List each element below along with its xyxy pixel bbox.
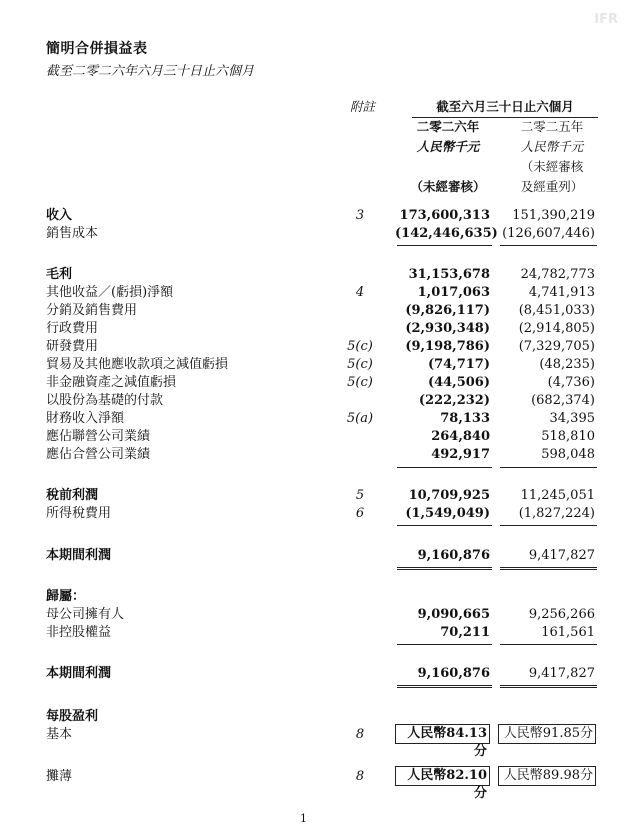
row-label: 母公司擁有人 — [46, 607, 125, 622]
value-2025: 34,395 — [549, 411, 595, 426]
row-note: 5(c) — [347, 375, 373, 390]
row-label: 所得稅費用 — [46, 506, 112, 521]
value-2025: 598,048 — [541, 447, 595, 462]
eps-diluted-2026: 人民幣82.10分 — [395, 766, 490, 786]
row-label: 收入 — [46, 208, 73, 223]
row-label: 本期間利潤 — [46, 548, 112, 563]
unit-2026: 人民幣千元 — [416, 139, 480, 154]
row-label: 每股盈利 — [46, 709, 99, 724]
rule-2025 — [500, 467, 597, 468]
row-note: 6 — [355, 506, 365, 521]
value-2026: 70,211 — [440, 625, 490, 640]
value-2025: 4,741,913 — [528, 285, 595, 300]
spacer — [398, 157, 498, 177]
row-other-income — [0, 284, 640, 302]
row-label: 應佔聯營公司業績 — [46, 429, 151, 444]
status-2025-line1: （未經審核 — [520, 159, 584, 174]
row-non-controlling-interests — [0, 624, 640, 642]
value-2025: 9,417,827 — [528, 666, 595, 681]
row-note: 5(c) — [347, 357, 373, 372]
value-2025: (8,451,033) — [518, 303, 595, 318]
unit-2025: 人民幣千元 — [520, 139, 584, 154]
value-2025: (1,827,224) — [518, 506, 595, 521]
value-2025: (2,914,805) — [518, 321, 595, 336]
row-note: 8 — [355, 727, 365, 742]
rule-2025 — [500, 525, 597, 526]
value-2026: (1,549,049) — [405, 506, 490, 521]
value-2026: 492,917 — [431, 447, 490, 462]
row-label: 財務收入淨額 — [46, 411, 125, 426]
rule-2025 — [500, 245, 597, 246]
row-label: 稅前利潤 — [46, 488, 99, 503]
row-label: 研發費用 — [46, 339, 99, 354]
row-share-of-joint-ventures — [0, 446, 640, 464]
value-2026: (142,446,635) — [395, 226, 498, 241]
row-share-based-payments — [0, 392, 640, 410]
row-label: 銷售成本 — [46, 226, 99, 241]
value-2026: (2,930,348) — [405, 321, 490, 336]
row-label: 以股份為基礎的付款 — [46, 393, 164, 408]
row-note: 5 — [355, 488, 365, 503]
value-2026: 1,017,063 — [417, 285, 490, 300]
double-rule-2025 — [500, 567, 597, 570]
value-2026: 78,133 — [440, 411, 490, 426]
value-2026: 264,840 — [431, 429, 490, 444]
eps-basic-2026: 人民幣84.13分 — [395, 724, 490, 744]
value-2025: 9,256,266 — [528, 607, 595, 622]
column-2025-header — [502, 117, 602, 197]
row-label: 其他收益／(虧損)淨額 — [46, 285, 174, 300]
rule-2025 — [500, 644, 597, 645]
row-label: 攤薄 — [46, 769, 73, 784]
row-label: 行政費用 — [46, 321, 99, 336]
eps-basic-2025: 人民幣91.85分 — [498, 724, 596, 744]
note-column-header: 附註 — [350, 99, 376, 114]
row-income-tax — [0, 505, 640, 523]
year-2026: 二零二六年 — [416, 119, 480, 134]
statement-title: 簡明合併損益表 — [46, 41, 148, 57]
row-profit-for-period — [0, 547, 640, 565]
row-label: 基本 — [46, 727, 73, 742]
row-label: 非控股權益 — [46, 625, 112, 640]
row-rnd-expenses — [0, 338, 640, 356]
row-label: 應佔合營公司業績 — [46, 447, 151, 462]
value-2025: 161,561 — [541, 625, 595, 640]
value-2025: 9,417,827 — [528, 548, 595, 563]
double-rule-2026 — [397, 567, 492, 570]
rule-2026 — [397, 644, 492, 645]
eps-diluted-values — [0, 766, 640, 801]
row-owners — [0, 606, 640, 624]
row-share-of-associates — [0, 428, 640, 446]
value-2025: (7,329,705) — [518, 339, 595, 354]
row-revenue — [0, 207, 640, 225]
row-cost-of-sales — [0, 225, 640, 243]
row-note: 8 — [355, 769, 365, 784]
row-label: 毛利 — [46, 267, 73, 282]
value-2025: 518,810 — [541, 429, 595, 444]
value-2026: (9,826,117) — [405, 303, 490, 318]
value-2026: (222,232) — [418, 393, 490, 408]
status-2026: （未經審核） — [410, 179, 486, 194]
value-2026: 9,090,665 — [417, 607, 490, 622]
row-note: 3 — [355, 208, 365, 223]
row-label: 非金融資產之減值虧損 — [46, 375, 177, 390]
value-2025: (48,235) — [539, 357, 595, 372]
row-label: 貿易及其他應收款項之減值虧損 — [46, 357, 229, 372]
page-number: 1 — [300, 812, 307, 825]
column-2026-header — [398, 117, 498, 197]
value-2026: 9,160,876 — [417, 666, 490, 681]
watermark-logo: IFR — [594, 12, 618, 27]
value-2026: (44,506) — [427, 375, 490, 390]
value-2026: (9,198,786) — [405, 339, 490, 354]
value-2025: 24,782,773 — [520, 267, 595, 282]
row-label: 歸屬： — [46, 589, 86, 604]
value-2025: (126,607,446) — [502, 226, 595, 241]
double-rule-2026 — [397, 685, 492, 688]
value-2026: (74,717) — [427, 357, 490, 372]
row-label: 本期間利潤 — [46, 666, 112, 681]
year-2025: 二零二五年 — [520, 119, 584, 134]
row-note: 5(c) — [347, 339, 373, 354]
row-gross-profit — [0, 266, 640, 284]
row-note: 4 — [355, 285, 365, 300]
value-2025: (4,736) — [547, 375, 595, 390]
value-2026: 173,600,313 — [399, 208, 490, 223]
status-2025-line2: 及經重列） — [520, 179, 584, 194]
rule-2026 — [397, 245, 492, 246]
row-distribution-costs — [0, 302, 640, 320]
value-2026: 9,160,876 — [417, 548, 490, 563]
value-2025: 151,390,219 — [512, 208, 595, 223]
rule-2026 — [397, 525, 492, 526]
value-2025: 11,245,051 — [520, 488, 595, 503]
row-note: 5(a) — [346, 411, 374, 426]
double-rule-2025 — [500, 685, 597, 688]
row-attributable-heading — [0, 588, 640, 606]
row-profit-before-tax — [0, 487, 640, 505]
value-2026: 31,153,678 — [408, 267, 490, 282]
row-label: 分銷及銷售費用 — [46, 303, 138, 318]
rule-2026 — [397, 467, 492, 468]
eps-basic-values — [0, 724, 640, 759]
statement-subtitle: 截至二零二六年六月三十日止六個月 — [46, 64, 255, 79]
row-admin-expenses — [0, 320, 640, 338]
eps-diluted-2025: 人民幣89.98分 — [498, 766, 596, 786]
row-profit-for-period-total — [0, 665, 640, 683]
period-header: 截至六月三十日止六個月 — [412, 97, 598, 118]
row-finance-income — [0, 410, 640, 428]
row-impairment-receivables — [0, 356, 640, 374]
row-impairment-nonfinancial — [0, 374, 640, 392]
value-2026: 10,709,925 — [408, 488, 490, 503]
value-2025: (682,374) — [531, 393, 595, 408]
